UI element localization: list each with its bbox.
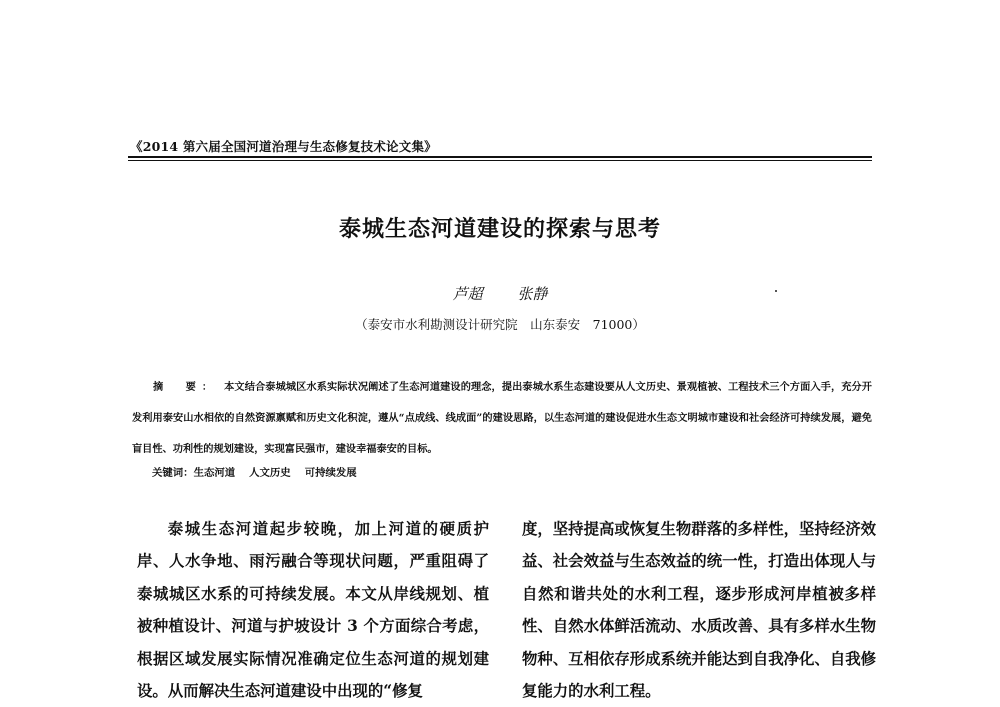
scan-speck [775,290,777,292]
header-rule-thin [128,160,872,161]
keyword: 生态河道 [193,467,236,479]
keywords [152,464,371,479]
keyword: 人文历史 [249,467,291,479]
article-title: 泰城生态河道建设的探索与思考 [338,217,661,242]
author-affiliation: （泰安市水利勘测设计研究院 山东泰安 71000） [355,317,645,332]
abstract [132,372,872,465]
abstract-label: 摘 要： [153,381,219,393]
header-rule [128,156,872,158]
body-column-right: 度，坚持提高或恢复生物群落的多样性，坚持经济效益、社会效益与生态效益的统一性，打造出体现人与自然和谐共处的水利工程，逐步形成河岸植被多样性、自然水体鲜活流动、水质改善、具有多样水生物物种、互相依存形成系统并能达到自我净化、自我修复能力的水利工程。 [522,520,876,701]
keyword: 可持续发展 [304,467,357,479]
abstract-text: 本文结合泰城城区水系实际状况阐述了生态河道建设的理念，提出泰城水系生态建设要从人文历史、景观植被、工程技术三个方面入手，充分开发利用泰安山水相依的自然资源禀赋和历史文化积淀，遵从“点成线、线成面”的建设思路，以生态河道的建设促进水生态文明城市建设和社会经济可持续发展，避免盲目性、功利性的规划建设，实现富民强市，建设幸福泰安的目标。 [132,381,872,455]
keywords-label: 关键词： [152,467,194,479]
author-name: 张静 [517,285,548,303]
body-column-left: 泰城生态河道起步较晚，加上河道的硬质护岸、人水争地、雨污融合等现状问题，严重阻碍了泰城城区水系的可持续发展。本文从岸线规划、植被种植设计、河道与护坡设计 3 个方面综合考虑，根据区域发展实际情况准确定位生态河道的规划建设。从而解决生态河道建设中出现的“修复 [137,520,489,701]
author-line [0,283,1000,304]
author-name: 芦超 [452,285,483,303]
running-header: 《2014 第六届全国河道治理与生态修复技术论文集》 [130,139,437,154]
